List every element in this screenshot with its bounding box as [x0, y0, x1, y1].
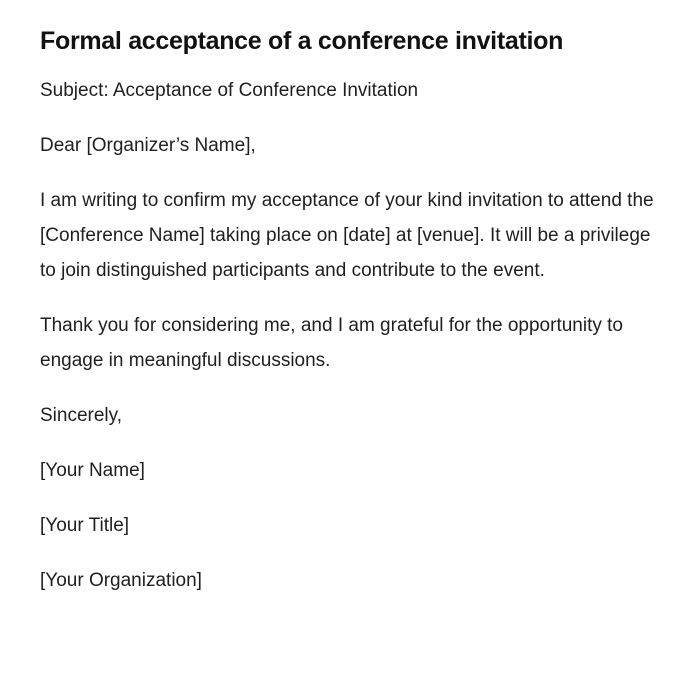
letter-body-paragraph: I am writing to confirm my acceptance of your kind invitation to attend the [Conference Name] taking place on [date] at [venue]. It will be a privilege to join distinguished participants and contribute to the event. [40, 190, 654, 281]
letter-document [40, 0, 660, 598]
letter-closing: Sincerely, [40, 405, 123, 426]
letter-salutation: Dear [Organizer’s Name], [40, 135, 256, 156]
signature-name: [Your Name] [40, 460, 145, 481]
letter-body-paragraph: Thank you for considering me, and I am grateful for the opportunity to engage in meaningful discussions. [40, 315, 623, 371]
signature-title: [Your Title] [40, 515, 130, 536]
signature-organization: [Your Organization] [40, 570, 202, 591]
letter-subject: Subject: Acceptance of Conference Invitation [40, 80, 419, 101]
document-title: Formal acceptance of a conference invitation [40, 27, 564, 55]
